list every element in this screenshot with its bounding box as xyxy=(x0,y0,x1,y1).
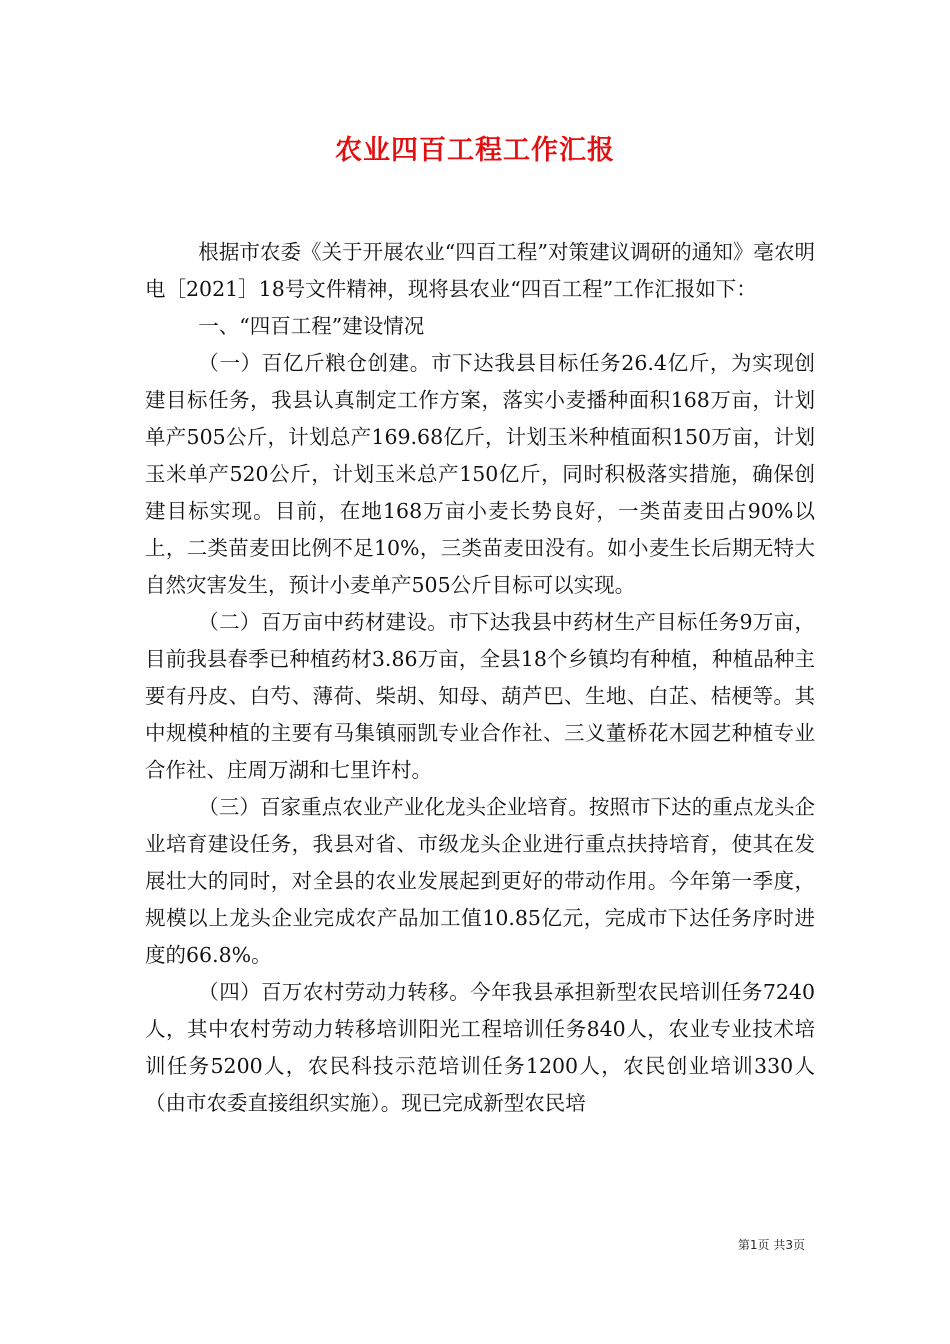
page-number: 第1页 共3页 xyxy=(737,1238,805,1252)
document-title: 农业四百工程工作汇报 xyxy=(335,135,615,166)
paragraph-labor: （四）百万农村劳动力转移。今年我县承担新型农民培训任务7240人，其中农村劳动力转移培训阳光工程培训任务840人，农业专业技术培训任务5200人，农民科技示范培训任务1200人，农民创业培训330人（由市农委直接组织实施）。现已完成新型农民培 xyxy=(145,980,815,1115)
paragraph-grain: （一）百亿斤粮仓创建。市下达我县目标任务26.4亿斤，为实现创建目标任务，我县认真制定工作方案，落实小麦播种面积168万亩，计划单产505公斤，计划总产169.68亿斤，计划玉米种植面积150万亩，计划玉米单产520公斤，计划玉米总产150亿斤，同时积极落实措施，确保创建目标实现。目前，在地168万亩小麦长势良好，一类苗麦田占90%以上，二类苗麦田比例不足10%，三类苗麦田没有。如小麦生长后期无特大自然灾害发生，预计小麦单产505公斤目标可以实现。 xyxy=(145,351,815,597)
intro-paragraph: 根据市农委《关于开展农业“四百工程”对策建议调研的通知》亳农明电［2021］18号文件精神，现将县农业“四百工程”工作汇报如下： xyxy=(145,240,815,301)
section-heading: 一、“四百工程”建设情况 xyxy=(198,314,425,338)
paragraph-enterprises: （三）百家重点农业产业化龙头企业培育。按照市下达的重点龙头企业培育建设任务，我县对省、市级龙头企业进行重点扶持培育，使其在发展壮大的同时，对全县的农业发展起到更好的带动作用。今年第一季度，规模以上龙头企业完成农产品加工值10.85亿元，完成市下达任务序时进度的66.8%。 xyxy=(145,795,815,967)
paragraph-herbs: （二）百万亩中药材建设。市下达我县中药材生产目标任务9万亩，目前我县春季已种植药材3.86万亩，全县18个乡镇均有种植，种植品种主要有丹皮、白芍、薄荷、柴胡、知母、葫芦巴、生地、白芷、桔梗等。其中规模种植的主要有马集镇丽凯专业合作社、三义董桥花木园艺种植专业合作社、庄周万湖和七里许村。 xyxy=(145,610,815,782)
document-body xyxy=(145,234,815,1122)
